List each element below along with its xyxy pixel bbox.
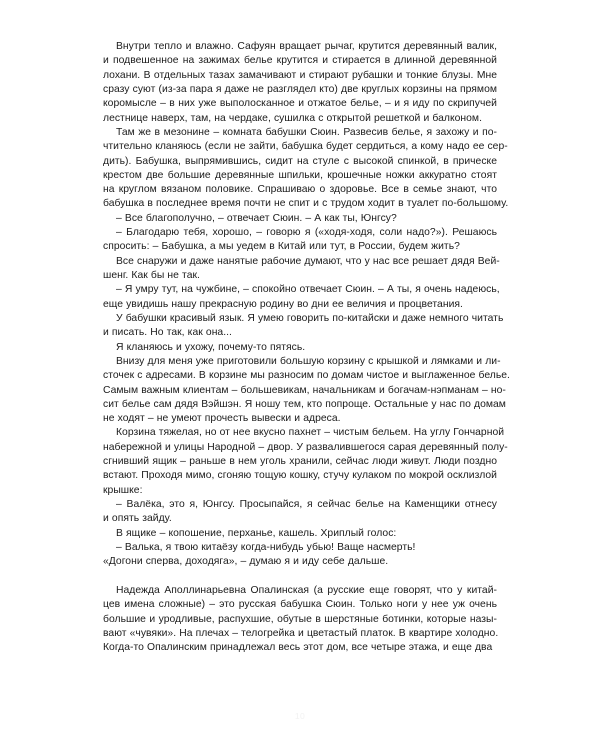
text-line: и писать. Но так, как она... — [103, 327, 232, 339]
line-text: У бабушки красивый язык. Я умею говорить по-китайски и даже немного читать — [116, 312, 504, 324]
paragraph — [103, 255, 500, 284]
paragraph — [103, 212, 497, 226]
text-line: сточек с адресами. В корзине мы разносим по домам чистое и выглаженное белье. — [103, 370, 510, 382]
text-line: коромысле – в них уже выполосканное и отжатое белье, – и я иду по скрипучей — [103, 98, 497, 110]
paragraph — [103, 126, 509, 212]
text-line: вают «чувяки». На плечах – телогрейка и цветастый платок. В квартире холодно. — [103, 627, 499, 639]
text-line — [103, 312, 504, 326]
text-line: еще увидишь нашу прекрасную родину во дни ее величия и процветания. — [103, 298, 463, 310]
text-line: и опять зайду. — [103, 513, 172, 525]
paragraph — [103, 584, 497, 656]
line-text: – Благодарю тебя, хорошо, – говорю я («ходя-ходя, соли надо?»). Решаюсь — [116, 227, 497, 239]
paragraph — [103, 541, 497, 555]
page-number: 10 — [294, 711, 306, 721]
text-line: Самым важным клиентам – большевикам, начальникам и богачам-нэпманам – но- — [103, 384, 506, 396]
text-line — [103, 226, 497, 240]
line-text: – Я умру тут, на чужбине, – спокойно отвечает Сюин. – А ты, я очень надеюсь, — [116, 284, 500, 296]
text-line: сразу суют (из-за пара я даже не разглядел кто) две круглых корзины на прямом — [103, 83, 497, 95]
text-line — [103, 126, 497, 140]
text-line — [103, 541, 497, 555]
line-text: – Валька, я твою китаёзу когда-нибудь убью! Ваще насмерть! — [116, 541, 416, 553]
text-line: на круглом вязаном половике. Спрашиваю о здоровье. Все в семье знают, что — [103, 184, 497, 196]
line-text: – Все благополучно, – отвечает Сюин. – А как ты, Юнгсу? — [116, 212, 397, 224]
paragraph — [103, 498, 497, 527]
text-line: «Догони сперва, доходяга», – думаю я и иду себе дальше. — [103, 556, 389, 568]
text-line: встают. Проходя мимо, сгоняю тощую кошку, стучу кулаком по мокрой осклизлой — [103, 470, 497, 482]
paragraph — [103, 355, 510, 427]
text-line — [103, 283, 500, 297]
line-text: Корзина тяжелая, но от нее вкусно пахнет – чистым бельем. На углу Гончарной — [116, 427, 505, 439]
line-text: – Валёка, это я, Юнгсу. Просыпайся, я сейчас белье на Каменщики отнесу — [116, 499, 497, 510]
text-line: Когда-то Опалинским принадлежал весь этот дом, все четыре этажа, и еще два — [103, 642, 493, 654]
text-line: лестнице наверх, там, на чердаке, сушилка с открытой решеткой и балконом. — [103, 112, 482, 124]
text-line: лохани. В отдельных тазах замачивают и стирают рубашки и тонкие блузы. Мне — [103, 69, 497, 81]
paragraph — [103, 40, 497, 126]
text-line — [103, 255, 500, 269]
text-line: бабушка в последнее время почти не спит и с трудом ходит в туалет по-большому. — [103, 198, 509, 210]
text-line: сит белье сам дядя Вэйшэн. Я ношу тем, кто попроще. Остальные у нас по домам — [103, 398, 506, 410]
paragraph — [103, 426, 508, 498]
text-line — [103, 498, 497, 512]
text-line: не ходят – не умеют прочесть вывески и адреса. — [103, 413, 341, 425]
text-line — [103, 426, 505, 440]
text-line: крышке: — [103, 484, 143, 496]
paragraph — [103, 341, 497, 355]
text-line: сгнивший ящик – раньше в нем уголь хранили, сейчас люди живут. Люди поздно — [103, 456, 497, 468]
text-line — [103, 527, 497, 541]
text-line: большие и уродливые, распухшие, обутые в шерстяные ботинки, которые назы- — [103, 613, 497, 625]
paragraph — [103, 283, 500, 312]
text-line: крестом две большие деревянные шпильки, крошечные ножки аккуратно стоят — [103, 169, 497, 181]
text-line: шенг. Как бы не так. — [103, 270, 200, 281]
text-line: спросить: – Бабушка, а мы уедем в Китай или тут, в России, будем жить? — [103, 241, 460, 253]
paragraph — [103, 527, 497, 541]
text-line: и подвешенное на зажимах белье крутится и стирается в длинной деревянной — [103, 55, 497, 67]
line-text: Там же в мезонине – комната бабушки Сюин. Развесив белье, я захожу и по- — [116, 126, 497, 138]
body-text-column — [103, 40, 510, 655]
line-text: Надежда Аполлинарьевна Опалинская (а русские еще говорят, что у китай- — [116, 584, 497, 596]
paragraph — [103, 312, 504, 341]
line-text: Внизу для меня уже приготовили большую корзину с крышкой и лямками и ли- — [116, 355, 501, 367]
text-line: дить). Бабушка, выпрямившись, сидит на стуле с высокой спинкой, в прическе — [103, 155, 497, 167]
paragraph — [103, 555, 497, 569]
text-line: набережной и улицы Народной – двор. У развалившегося сарая деревянный полу- — [103, 441, 508, 453]
text-line — [103, 212, 497, 226]
text-line — [103, 355, 501, 369]
paragraph-spacer — [103, 570, 497, 584]
line-text: Внутри тепло и влажно. Сафуян вращает рычаг, крутится деревянный валик, — [116, 41, 497, 52]
text-line — [103, 584, 497, 598]
text-line — [103, 40, 497, 54]
text-line: цев имена сложные) – это русская бабушка Сюин. Только ноги у нее уж очень — [103, 599, 497, 611]
line-text: Все снаружи и даже нанятые рабочие думают, что у нас все решает дядя Вей- — [116, 255, 500, 267]
paragraph — [103, 226, 497, 255]
text-line — [103, 341, 497, 355]
text-line: чтительно кланяюсь (если не зайти, бабушка будет сердиться, а кому надо ее сер- — [103, 141, 508, 153]
line-text: Я кланяюсь и ухожу, почему-то пятясь. — [116, 341, 306, 353]
line-text: В ящике – копошение, перханье, кашель. Хриплый голос: — [116, 527, 397, 539]
